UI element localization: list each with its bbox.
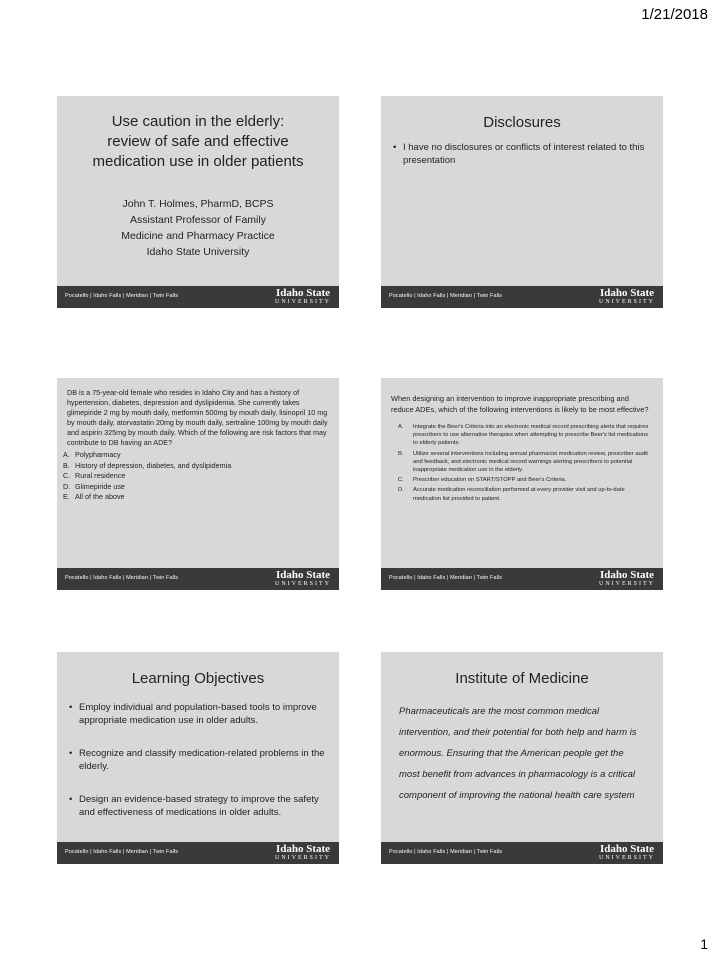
- option-item: D. Accurate medication reconciliation performed at every provider visit and up-to-date medication list provided to patient.: [398, 487, 625, 502]
- question-text: When designing an intervention to improve inappropriate prescribing and reduce ADEs, which of the following interventions is likely to be most effective?: [391, 394, 649, 414]
- option-item: B. History of depression, diabetes, and dyslipidemia: [63, 460, 232, 470]
- slide-footer: [57, 842, 339, 864]
- option-list: [381, 423, 663, 503]
- author-line: John T. Holmes, PharmD, BCPS: [122, 198, 274, 210]
- option-item: C. Prescriber education on START/STOPP and Beer's Criteria.: [398, 477, 567, 484]
- author-block: [57, 196, 339, 260]
- campus-list: Pocatello | Idaho Falls | Meridian | Twin Falls: [389, 849, 503, 855]
- option-item: B. Utilize several interventions including annual pharmacist medication review, prescriber audit and feedback, and electronic medical record warnings alerting prescribers to potential inappropriate medication use in the elderly.: [398, 450, 648, 474]
- slide-footer: [57, 568, 339, 590]
- campus-list: Pocatello | Idaho Falls | Meridian | Twin Falls: [65, 293, 179, 299]
- title-line: review of safe and effective: [107, 133, 289, 150]
- slide-heading: Institute of Medicine: [455, 670, 589, 687]
- isu-logo: Idaho State UNIVERSITY: [275, 843, 331, 861]
- title-line: medication use in older patients: [92, 153, 304, 170]
- bullet-item: • Recognize and classify medication-related problems in the elderly.: [79, 747, 325, 773]
- isu-logo: Idaho State UNIVERSITY: [599, 843, 655, 861]
- iom-quote: Pharmaceuticals are the most common medical intervention, and their potential for both help and harm is enormous. Ensuring that the American people get the most benefit from advances in pharmacology is a critical component of improving the national health care system: [399, 706, 637, 801]
- bullet-list: [57, 701, 339, 819]
- slide-disclosures: [381, 96, 663, 308]
- slide-institute-of-medicine: [381, 652, 663, 864]
- slide-learning-objectives: [57, 652, 339, 864]
- bullet-item: • I have no disclosures or conflicts of interest related to this presentation: [403, 141, 649, 167]
- campus-list: Pocatello | Idaho Falls | Meridian | Twin Falls: [65, 849, 179, 855]
- slide-footer: [381, 842, 663, 864]
- isu-logo: Idaho State UNIVERSITY: [599, 287, 655, 305]
- slide-heading: Learning Objectives: [131, 670, 265, 687]
- slide-footer: [381, 568, 663, 590]
- bullet-item: • Design an evidence-based strategy to improve the safety and effectiveness of medications in older adults.: [79, 793, 325, 819]
- option-item: A. Polypharmacy: [63, 450, 121, 459]
- option-list: [57, 450, 339, 503]
- option-item: C. Rural residence: [63, 471, 126, 480]
- slide-footer: [57, 286, 339, 308]
- author-line: Medicine and Pharmacy Practice: [121, 230, 275, 242]
- bullet-item: • Employ individual and population-based tools to improve appropriate medication use in older adults.: [79, 701, 325, 727]
- slide-case-question: [57, 378, 339, 590]
- slide-title: [57, 96, 339, 308]
- isu-logo: Idaho State UNIVERSITY: [275, 569, 331, 587]
- option-item: E. All of the above: [63, 492, 125, 501]
- author-line: Idaho State University: [146, 246, 250, 258]
- slide-intervention-question: [381, 378, 663, 590]
- question-text: DB is a 75-year-old female who resides in Idaho City and has a history of hypertension, diabetes, depression and dyslipidemia. She currently takes glimepiride 2 mg by mouth daily, metformin 500mg by mouth daily, lisinopril 10 mg by mouth daily, atorvastatin 20mg by mouth daily, sertraline 100mg by mouth daily and aspirin 325mg by mouth daily. Which of the following are risk factors that may contribute to DB having an ADE?: [67, 388, 328, 447]
- presentation-title: [57, 96, 339, 172]
- author-line: Assistant Professor of Family: [130, 214, 266, 226]
- campus-list: Pocatello | Idaho Falls | Meridian | Twin Falls: [389, 293, 503, 299]
- slide-heading: Disclosures: [483, 114, 561, 131]
- option-item: A. Integrate the Beer's Criteria into an electronic medical record prescribing alerts that requires prescribers to use alternative therapies when attempting to prescribe Beer's list medications to elderly patients.: [398, 424, 649, 447]
- page-date: 1/21/2018: [641, 6, 708, 23]
- page-number: 1: [700, 936, 708, 952]
- isu-logo: Idaho State UNIVERSITY: [599, 569, 655, 587]
- campus-list: Pocatello | Idaho Falls | Meridian | Twin Falls: [65, 575, 179, 581]
- slide-footer: [381, 286, 663, 308]
- title-line: Use caution in the elderly:: [111, 113, 285, 130]
- option-item: D. Glimepiride use: [63, 481, 125, 491]
- campus-list: Pocatello | Idaho Falls | Meridian | Twin Falls: [389, 575, 503, 581]
- isu-logo: Idaho State UNIVERSITY: [275, 287, 331, 305]
- bullet-list: [381, 141, 663, 167]
